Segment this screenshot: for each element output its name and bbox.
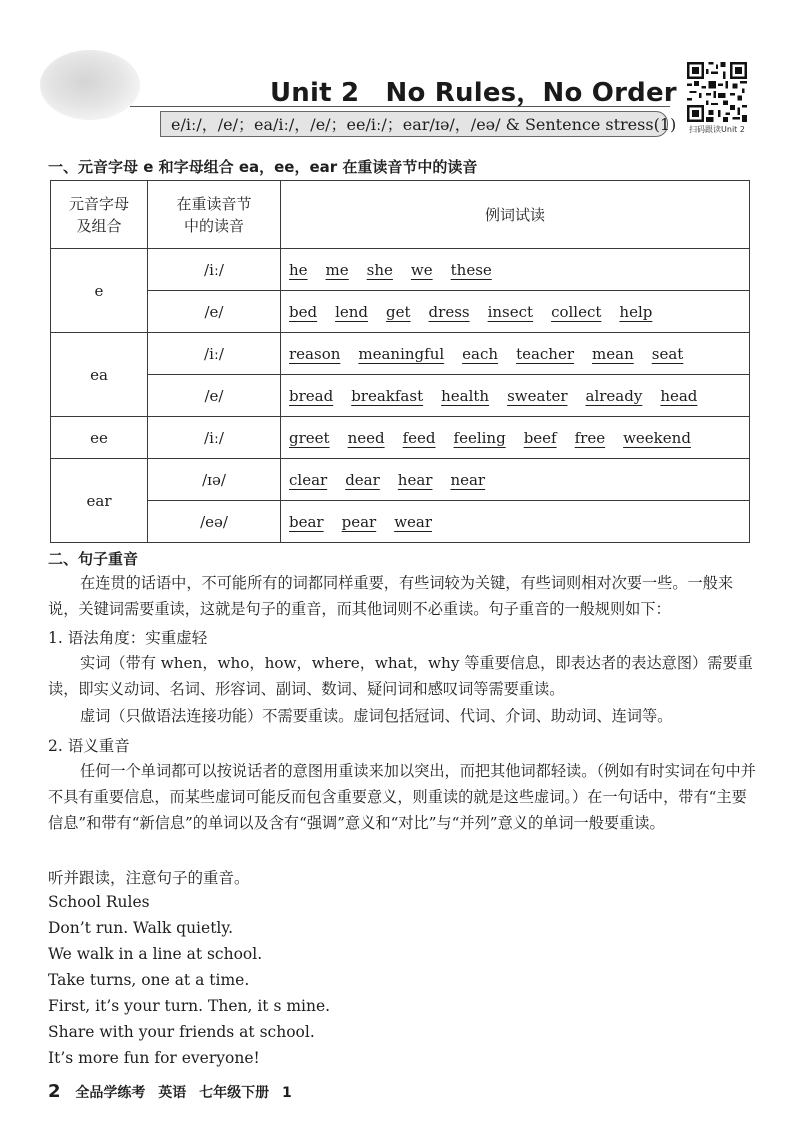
qr-caption: 扫码跟读Unit 2	[689, 125, 745, 134]
poem-line: Share with your friends at school.	[48, 1023, 315, 1041]
poem-title: School Rules	[48, 893, 150, 911]
ipa-cell: /iː/	[148, 249, 281, 291]
words-cell	[281, 375, 750, 417]
example-word: weekend	[623, 428, 691, 447]
example-word: meaningful	[358, 344, 445, 363]
header-letter: 元音字母 及组合	[51, 181, 148, 249]
example-word: wear	[394, 512, 433, 531]
example-word: hear	[397, 470, 433, 489]
example-word: each	[462, 344, 499, 363]
example-word: health	[441, 386, 490, 405]
book-name: 全品学练考	[75, 1085, 146, 1101]
volume: 1	[282, 1085, 292, 1101]
words-cell	[281, 291, 750, 333]
header-examples: 例词试读	[281, 181, 750, 249]
ipa-cell: /e/	[148, 375, 281, 417]
example-word: feeling	[453, 428, 506, 447]
example-word: seat	[651, 344, 684, 363]
footer	[48, 1081, 300, 1102]
example-word: bread	[289, 386, 334, 405]
example-word: need	[347, 428, 385, 447]
poem-line: Take turns, one at a time.	[48, 971, 250, 989]
letter-cell: ea	[51, 333, 148, 417]
poem-line: Don’t run. Walk quietly.	[48, 919, 234, 937]
example-word: we	[410, 260, 433, 279]
example-word: beef	[523, 428, 557, 447]
words-cell	[281, 501, 750, 543]
example-word: head	[660, 386, 698, 405]
rule2-paragraph: 任何一个单词都可以按说话者的意图用重读来加以突出，而把其他词都轻读。（例如有时实词在句中并不具有重要信息，而某些虚词可能反而包含重要意义，则重读的就是这些虚词。）在一句话中，带有“主要信息”和带有“新信息”的单词以及含有“强调”意义和“对比”与“并列”意义的单词一般要重读。	[48, 762, 756, 832]
example-word: these	[450, 260, 492, 279]
instruction: 听并跟读，注意句子的重音。	[48, 869, 250, 887]
phonetic-strip: e/iː/，/e/；ea/iː/，/e/；ee/iː/；ear/ɪə/，/eə/ & Sentence stress(1)	[160, 111, 668, 137]
example-word: sweater	[507, 386, 568, 405]
decorative-logo-watermark	[40, 50, 140, 120]
poem-line: It’s more fun for everyone!	[48, 1049, 260, 1067]
rule1-title: 1. 语法角度：实重虚轻	[48, 629, 208, 647]
example-word: me	[325, 260, 349, 279]
table-row	[51, 291, 750, 333]
example-word: bear	[289, 512, 324, 531]
example-word: near	[450, 470, 486, 489]
example-word: get	[386, 302, 411, 321]
example-word: free	[574, 428, 606, 447]
ipa-cell: /iː/	[148, 333, 281, 375]
rule1-paragraph-2: 虚词（只做语法连接功能）不需要重读。虚词包括冠词、代词、介词、助动词、连词等。	[80, 707, 673, 725]
ipa-cell: /ɪə/	[148, 459, 281, 501]
table-row	[51, 459, 750, 501]
page-number: 2	[48, 1081, 61, 1102]
words-cell	[281, 249, 750, 291]
letter-cell: e	[51, 249, 148, 333]
example-word: he	[289, 260, 308, 279]
table-row	[51, 375, 750, 417]
section1-heading: 一、元音字母 e 和字母组合 ea，ee，ear 在重读音节中的读音	[48, 158, 478, 176]
intro-paragraph: 在连贯的话语中，不可能所有的词都同样重要，有些词较为关键，有些词则相对次要一些。一般来说，关键词需要重读，这就是句子的重音，而其他词则不必重读。句子重音的一般规则如下：	[48, 574, 734, 618]
subject: 英语	[158, 1085, 187, 1101]
letter-cell: ee	[51, 417, 148, 459]
example-word: dress	[428, 302, 470, 321]
example-word: teacher	[516, 344, 575, 363]
ipa-cell: /e/	[148, 291, 281, 333]
example-word: mean	[592, 344, 634, 363]
table-row	[51, 501, 750, 543]
title-divider	[130, 106, 670, 107]
example-word: collect	[551, 302, 602, 321]
example-word: dear	[345, 470, 380, 489]
poem-line: First, it’s your turn. Then, it s mine.	[48, 997, 331, 1015]
ipa-cell: /eə/	[148, 501, 281, 543]
example-word: breakfast	[351, 386, 424, 405]
poem-line: We walk in a line at school.	[48, 945, 263, 963]
ipa-cell: /iː/	[148, 417, 281, 459]
grade: 七年级下册	[199, 1085, 270, 1101]
example-word: already	[585, 386, 643, 405]
example-word: she	[366, 260, 393, 279]
example-word: lend	[335, 302, 369, 321]
words-cell	[281, 417, 750, 459]
table-row	[51, 333, 750, 375]
example-word: clear	[289, 470, 328, 489]
words-cell	[281, 333, 750, 375]
unit-title: Unit 2 No Rules，No Order	[270, 78, 677, 108]
table-row	[51, 249, 750, 291]
rule2-title: 2. 语义重音	[48, 737, 130, 755]
header-sound: 在重读音节 中的读音	[148, 181, 281, 249]
letter-cell: ear	[51, 459, 148, 543]
qr-code-icon[interactable]	[687, 62, 747, 122]
example-word: help	[619, 302, 653, 321]
words-cell	[281, 459, 750, 501]
table-row	[51, 417, 750, 459]
example-word: feed	[402, 428, 436, 447]
example-word: insect	[487, 302, 534, 321]
example-word: reason	[289, 344, 341, 363]
phonics-table	[50, 180, 750, 543]
rule1-paragraph-1: 实词（带有 when，who，how，where，what，why 等重要信息，即表达者的表达意图）需要重读，即实义动词、名词、形容词、副词、数词、疑问词和感叹词等需要重读。	[48, 654, 753, 698]
section2-heading: 二、句子重音	[48, 550, 139, 568]
table-header-row	[51, 181, 750, 249]
example-word: pear	[341, 512, 377, 531]
example-word: bed	[289, 302, 318, 321]
example-word: greet	[289, 428, 330, 447]
